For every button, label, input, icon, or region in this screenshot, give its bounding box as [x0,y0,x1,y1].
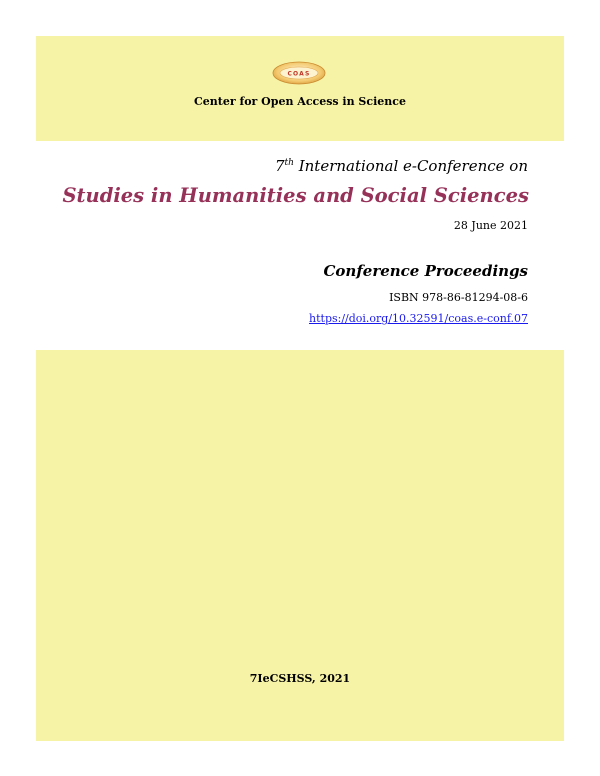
conference-date: 28 June 2021 [453,219,528,232]
header-band [36,36,564,141]
proceedings-label: Conference Proceedings [323,262,528,280]
footer-label: 7IeCSHSS, 2021 [249,672,351,685]
coas-logo [272,61,326,85]
conference-series-line [275,157,528,175]
series-name: International e-Conference on [293,157,528,175]
logo-text: COAS [287,70,311,78]
doi-link[interactable]: https://doi.org/10.32591/coas.e-conf.07 [309,312,528,325]
isbn: ISBN 978-86-81294-08-6 [389,291,528,304]
organization-name: Center for Open Access in Science [194,95,406,108]
ordinal-number: 7 [274,157,285,175]
ordinal-suffix: th [284,158,294,168]
conference-title: Studies in Humanities and Social Sciences [62,184,529,207]
